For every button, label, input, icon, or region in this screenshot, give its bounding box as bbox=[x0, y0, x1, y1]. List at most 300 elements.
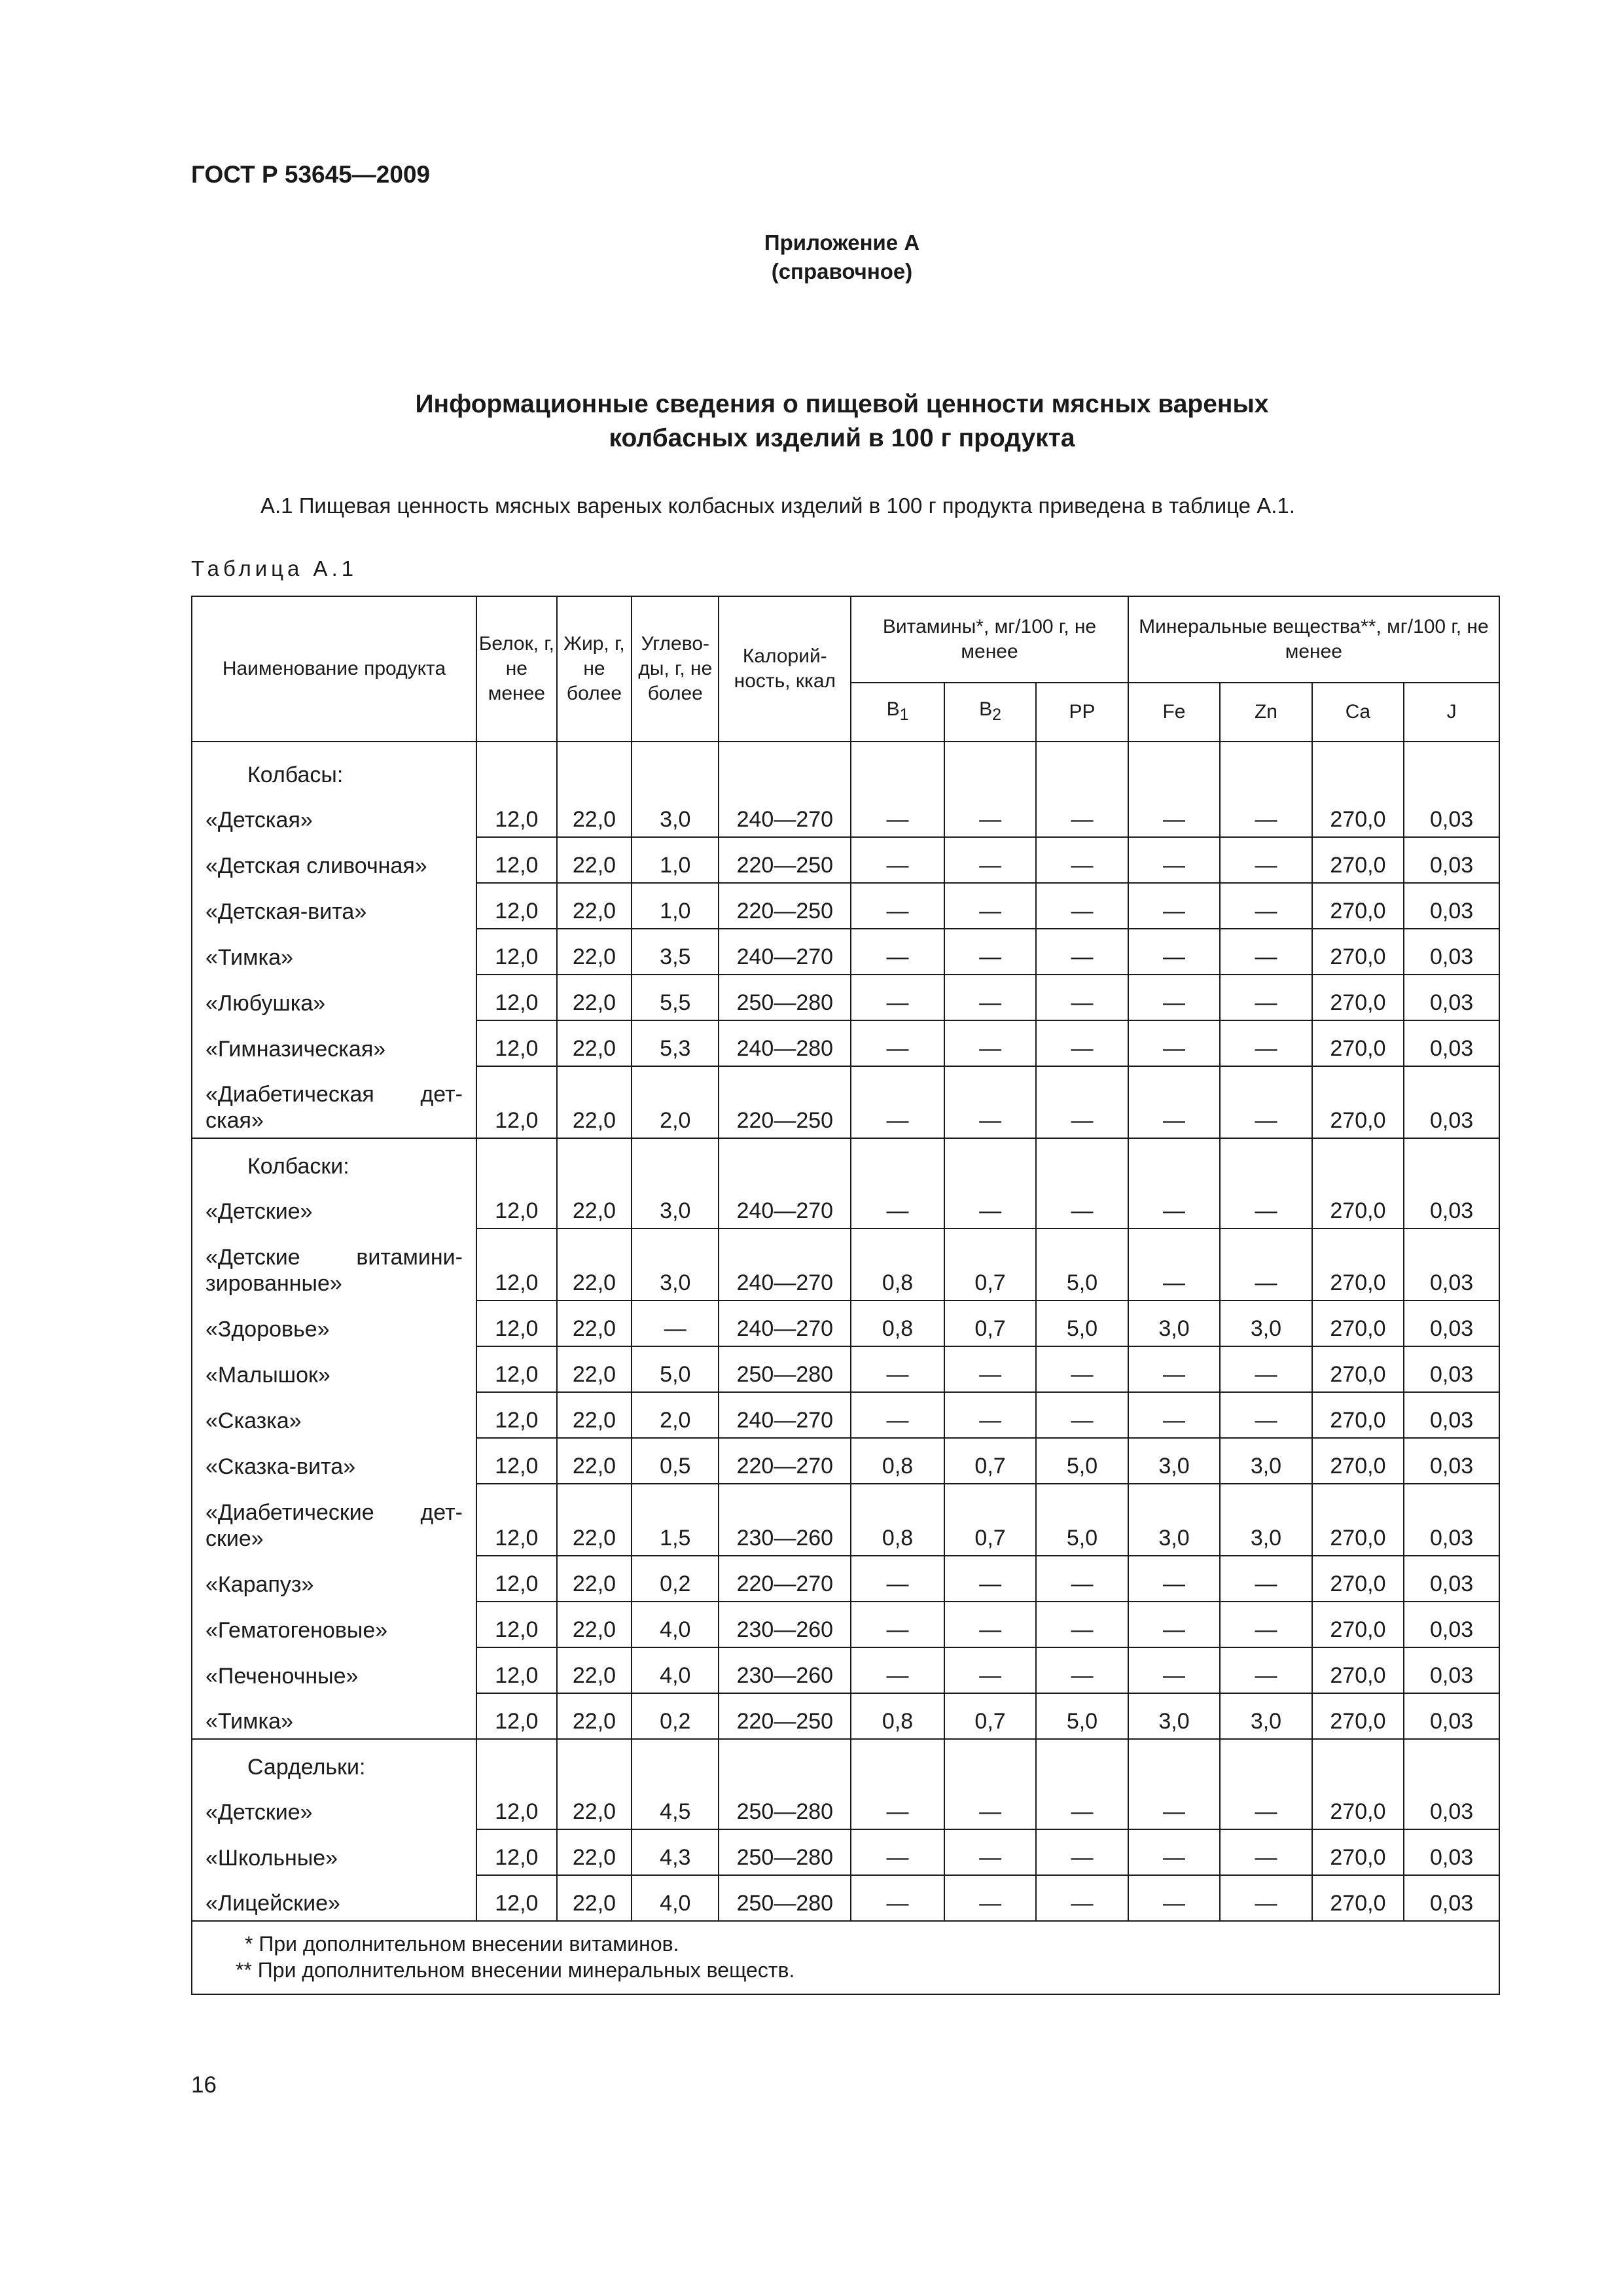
value-cell: — bbox=[1036, 1392, 1128, 1438]
empty-cell bbox=[557, 1138, 632, 1183]
value-cell: 22,0 bbox=[557, 1829, 632, 1875]
value-cell: — bbox=[1220, 792, 1311, 837]
value-cell: 270,0 bbox=[1312, 883, 1404, 929]
value-cell: — bbox=[1036, 1346, 1128, 1392]
value-cell: — bbox=[851, 792, 944, 837]
value-cell: 0,03 bbox=[1404, 1602, 1499, 1647]
empty-cell bbox=[1404, 1138, 1499, 1183]
value-cell: 270,0 bbox=[1312, 1183, 1404, 1229]
value-cell: — bbox=[1128, 1647, 1220, 1693]
value-cell: 270,0 bbox=[1312, 1438, 1404, 1484]
value-cell: 1,0 bbox=[632, 837, 719, 883]
value-cell: — bbox=[851, 1647, 944, 1693]
value-cell: 270,0 bbox=[1312, 837, 1404, 883]
value-cell: 12,0 bbox=[476, 1300, 557, 1346]
value-cell: 1,5 bbox=[632, 1484, 719, 1556]
value-cell: 3,0 bbox=[1128, 1438, 1220, 1484]
value-cell: 240—280 bbox=[719, 1020, 851, 1066]
value-cell: — bbox=[1128, 1392, 1220, 1438]
value-cell: — bbox=[1128, 883, 1220, 929]
table-row bbox=[192, 883, 1499, 929]
product-name: «Детские витамини-зированные» bbox=[192, 1229, 476, 1300]
value-cell: 0,03 bbox=[1404, 1066, 1499, 1138]
value-cell: 4,0 bbox=[632, 1875, 719, 1921]
value-cell: — bbox=[1036, 929, 1128, 975]
value-cell: 250—280 bbox=[719, 1875, 851, 1921]
value-cell: 3,0 bbox=[1220, 1693, 1311, 1739]
value-cell: 0,7 bbox=[944, 1484, 1036, 1556]
value-cell: 250—280 bbox=[719, 975, 851, 1020]
group-row bbox=[192, 1739, 1499, 1784]
value-cell: 230—260 bbox=[719, 1647, 851, 1693]
product-name: «Диабетическая дет-ская» bbox=[192, 1066, 476, 1138]
value-cell: 0,03 bbox=[1404, 1300, 1499, 1346]
value-cell: 22,0 bbox=[557, 883, 632, 929]
product-name: «Тимка» bbox=[192, 1693, 476, 1739]
value-cell: 22,0 bbox=[557, 1183, 632, 1229]
value-cell: — bbox=[1220, 1875, 1311, 1921]
value-cell: — bbox=[1220, 929, 1311, 975]
value-cell: — bbox=[1128, 792, 1220, 837]
value-cell: 270,0 bbox=[1312, 1484, 1404, 1556]
value-cell: — bbox=[1220, 883, 1311, 929]
value-cell: — bbox=[851, 883, 944, 929]
value-cell: 220—250 bbox=[719, 1693, 851, 1739]
value-cell: — bbox=[1036, 1556, 1128, 1602]
header-j: J bbox=[1404, 683, 1499, 742]
value-cell: 22,0 bbox=[557, 1300, 632, 1346]
value-cell: — bbox=[1220, 1183, 1311, 1229]
value-cell: 250—280 bbox=[719, 1829, 851, 1875]
value-cell: 4,0 bbox=[632, 1602, 719, 1647]
product-name: «Карапуз» bbox=[192, 1556, 476, 1602]
value-cell: — bbox=[851, 1183, 944, 1229]
value-cell: 0,03 bbox=[1404, 1784, 1499, 1829]
group-row bbox=[192, 1138, 1499, 1183]
empty-cell bbox=[1128, 1739, 1220, 1784]
value-cell: 12,0 bbox=[476, 1602, 557, 1647]
empty-cell bbox=[1220, 1739, 1311, 1784]
value-cell: — bbox=[944, 837, 1036, 883]
value-cell: 3,0 bbox=[1128, 1693, 1220, 1739]
product-name: «Детская-вита» bbox=[192, 883, 476, 929]
value-cell: 12,0 bbox=[476, 1392, 557, 1438]
header-minerals: Минеральные вещества**, мг/100 г, не менее bbox=[1128, 596, 1499, 683]
value-cell: 3,0 bbox=[1220, 1484, 1311, 1556]
value-cell: — bbox=[1220, 1229, 1311, 1300]
table-body bbox=[192, 742, 1499, 1921]
value-cell: — bbox=[1036, 1784, 1128, 1829]
value-cell: — bbox=[1128, 1066, 1220, 1138]
empty-cell bbox=[851, 742, 944, 792]
product-name: «Лицейские» bbox=[192, 1875, 476, 1921]
value-cell: 0,03 bbox=[1404, 1829, 1499, 1875]
value-cell: — bbox=[1128, 1556, 1220, 1602]
table-row bbox=[192, 929, 1499, 975]
value-cell: 0,03 bbox=[1404, 1875, 1499, 1921]
value-cell: 270,0 bbox=[1312, 1647, 1404, 1693]
table-footnotes bbox=[192, 1921, 1499, 1994]
value-cell: 0,03 bbox=[1404, 792, 1499, 837]
value-cell: 3,0 bbox=[632, 1229, 719, 1300]
value-cell: 240—270 bbox=[719, 792, 851, 837]
value-cell: — bbox=[1128, 1784, 1220, 1829]
value-cell: — bbox=[944, 1875, 1036, 1921]
value-cell: 220—250 bbox=[719, 883, 851, 929]
value-cell: 0,8 bbox=[851, 1693, 944, 1739]
value-cell: 12,0 bbox=[476, 1784, 557, 1829]
value-cell: 22,0 bbox=[557, 1392, 632, 1438]
footnote-minerals: ** При дополнительном внесении минеральных веществ. bbox=[236, 1958, 795, 1982]
value-cell: 5,0 bbox=[1036, 1300, 1128, 1346]
product-name: «Школьные» bbox=[192, 1829, 476, 1875]
product-name: «Печеночные» bbox=[192, 1647, 476, 1693]
value-cell: — bbox=[944, 975, 1036, 1020]
value-cell: 270,0 bbox=[1312, 1875, 1404, 1921]
value-cell: — bbox=[1128, 1346, 1220, 1392]
value-cell: 0,03 bbox=[1404, 1438, 1499, 1484]
value-cell: — bbox=[851, 1346, 944, 1392]
heading-line-1: Информационные сведения о пищевой ценности мясных вареных bbox=[415, 390, 1269, 418]
value-cell: 270,0 bbox=[1312, 929, 1404, 975]
empty-cell bbox=[476, 742, 557, 792]
value-cell: — bbox=[1036, 1020, 1128, 1066]
value-cell: 0,03 bbox=[1404, 1392, 1499, 1438]
value-cell: 5,0 bbox=[1036, 1484, 1128, 1556]
header-calories: Калорий-ность, ккал bbox=[719, 596, 851, 742]
table-row bbox=[192, 1300, 1499, 1346]
value-cell: 270,0 bbox=[1312, 1020, 1404, 1066]
value-cell: — bbox=[851, 1602, 944, 1647]
value-cell: — bbox=[851, 1020, 944, 1066]
value-cell: — bbox=[1036, 1647, 1128, 1693]
value-cell: 22,0 bbox=[557, 1346, 632, 1392]
value-cell: 3,0 bbox=[1220, 1438, 1311, 1484]
empty-cell bbox=[944, 1739, 1036, 1784]
value-cell: 12,0 bbox=[476, 1875, 557, 1921]
table-row bbox=[192, 1647, 1499, 1693]
value-cell: 3,0 bbox=[1128, 1484, 1220, 1556]
value-cell: 270,0 bbox=[1312, 1829, 1404, 1875]
table-header bbox=[192, 596, 1499, 742]
value-cell: 12,0 bbox=[476, 1346, 557, 1392]
value-cell: 220—250 bbox=[719, 1066, 851, 1138]
value-cell: — bbox=[1220, 1829, 1311, 1875]
empty-cell bbox=[1036, 1138, 1128, 1183]
value-cell: — bbox=[851, 1829, 944, 1875]
product-name: «Гимназическая» bbox=[192, 1020, 476, 1066]
value-cell: — bbox=[1128, 837, 1220, 883]
value-cell: 0,03 bbox=[1404, 883, 1499, 929]
value-cell: 0,8 bbox=[851, 1484, 944, 1556]
empty-cell bbox=[632, 742, 719, 792]
value-cell: — bbox=[851, 929, 944, 975]
group-row bbox=[192, 742, 1499, 792]
table-row bbox=[192, 1183, 1499, 1229]
header-protein: Белок, г, не менее bbox=[476, 596, 557, 742]
product-name: «Сказка-вита» bbox=[192, 1438, 476, 1484]
value-cell: — bbox=[1128, 1183, 1220, 1229]
empty-cell bbox=[719, 1739, 851, 1784]
value-cell: — bbox=[944, 1020, 1036, 1066]
table-row bbox=[192, 1438, 1499, 1484]
value-cell: 22,0 bbox=[557, 1229, 632, 1300]
value-cell: 12,0 bbox=[476, 792, 557, 837]
value-cell: 12,0 bbox=[476, 1647, 557, 1693]
value-cell: — bbox=[1128, 975, 1220, 1020]
empty-cell bbox=[719, 1138, 851, 1183]
value-cell: 12,0 bbox=[476, 1020, 557, 1066]
value-cell: 22,0 bbox=[557, 1438, 632, 1484]
value-cell: — bbox=[1128, 1829, 1220, 1875]
value-cell: 2,0 bbox=[632, 1392, 719, 1438]
empty-cell bbox=[1404, 742, 1499, 792]
product-name: «Сказка» bbox=[192, 1392, 476, 1438]
value-cell: 0,03 bbox=[1404, 1020, 1499, 1066]
value-cell: 12,0 bbox=[476, 1229, 557, 1300]
value-cell: — bbox=[944, 1392, 1036, 1438]
value-cell: — bbox=[1220, 1392, 1311, 1438]
value-cell: 0,5 bbox=[632, 1438, 719, 1484]
intro-paragraph: А.1 Пищевая ценность мясных вареных колбасных изделий в 100 г продукта приведена в таблице А.1. bbox=[260, 493, 1295, 518]
value-cell: 0,03 bbox=[1404, 929, 1499, 975]
empty-cell bbox=[1312, 742, 1404, 792]
header-fe: Fe bbox=[1128, 683, 1220, 742]
value-cell: — bbox=[1220, 1602, 1311, 1647]
value-cell: 4,0 bbox=[632, 1647, 719, 1693]
value-cell: 3,5 bbox=[632, 929, 719, 975]
value-cell: 22,0 bbox=[557, 1484, 632, 1556]
value-cell: 0,03 bbox=[1404, 837, 1499, 883]
value-cell: 3,0 bbox=[1128, 1300, 1220, 1346]
value-cell: 240—270 bbox=[719, 1392, 851, 1438]
empty-cell bbox=[1404, 1739, 1499, 1784]
table-row bbox=[192, 1229, 1499, 1300]
value-cell: 270,0 bbox=[1312, 792, 1404, 837]
table-row bbox=[192, 1392, 1499, 1438]
value-cell: 0,03 bbox=[1404, 1229, 1499, 1300]
value-cell: 12,0 bbox=[476, 837, 557, 883]
value-cell: — bbox=[944, 1647, 1036, 1693]
value-cell: 0,03 bbox=[1404, 1346, 1499, 1392]
value-cell: — bbox=[1220, 1647, 1311, 1693]
empty-cell bbox=[851, 1739, 944, 1784]
value-cell: 270,0 bbox=[1312, 1346, 1404, 1392]
header-ca: Ca bbox=[1312, 683, 1404, 742]
value-cell: — bbox=[944, 1556, 1036, 1602]
value-cell: — bbox=[944, 1183, 1036, 1229]
value-cell: 5,0 bbox=[1036, 1438, 1128, 1484]
value-cell: 22,0 bbox=[557, 1693, 632, 1739]
value-cell: 220—270 bbox=[719, 1438, 851, 1484]
empty-cell bbox=[1128, 1138, 1220, 1183]
value-cell: — bbox=[1220, 1784, 1311, 1829]
value-cell: 3,0 bbox=[632, 1183, 719, 1229]
value-cell: — bbox=[632, 1300, 719, 1346]
value-cell: — bbox=[851, 1556, 944, 1602]
value-cell: 3,0 bbox=[1220, 1300, 1311, 1346]
empty-cell bbox=[944, 1138, 1036, 1183]
value-cell: 0,03 bbox=[1404, 1484, 1499, 1556]
value-cell: — bbox=[851, 1066, 944, 1138]
empty-cell bbox=[476, 1739, 557, 1784]
footnote-vitamins: * При дополнительном внесении витаминов. bbox=[245, 1932, 679, 1956]
empty-cell bbox=[476, 1138, 557, 1183]
table-row bbox=[192, 1784, 1499, 1829]
empty-cell bbox=[1036, 1739, 1128, 1784]
header-b2: $B_2$ bbox=[944, 683, 1036, 742]
value-cell: — bbox=[1036, 1066, 1128, 1138]
value-cell: 240—270 bbox=[719, 1229, 851, 1300]
value-cell: 22,0 bbox=[557, 1556, 632, 1602]
value-cell: — bbox=[1036, 1875, 1128, 1921]
table-row bbox=[192, 1602, 1499, 1647]
product-name: «Детские» bbox=[192, 1784, 476, 1829]
empty-cell bbox=[1220, 742, 1311, 792]
value-cell: 270,0 bbox=[1312, 1229, 1404, 1300]
value-cell: 22,0 bbox=[557, 837, 632, 883]
value-cell: 270,0 bbox=[1312, 1066, 1404, 1138]
value-cell: — bbox=[851, 975, 944, 1020]
empty-cell bbox=[1312, 1138, 1404, 1183]
table-row bbox=[192, 1346, 1499, 1392]
value-cell: — bbox=[851, 1392, 944, 1438]
value-cell: 5,0 bbox=[1036, 1229, 1128, 1300]
value-cell: — bbox=[1220, 1020, 1311, 1066]
empty-cell bbox=[944, 742, 1036, 792]
value-cell: 5,0 bbox=[1036, 1693, 1128, 1739]
value-cell: 0,7 bbox=[944, 1300, 1036, 1346]
table-row bbox=[192, 1066, 1499, 1138]
value-cell: 22,0 bbox=[557, 1784, 632, 1829]
value-cell: 270,0 bbox=[1312, 1784, 1404, 1829]
table-row bbox=[192, 1693, 1499, 1739]
value-cell: 0,03 bbox=[1404, 975, 1499, 1020]
value-cell: 12,0 bbox=[476, 975, 557, 1020]
value-cell: 5,5 bbox=[632, 975, 719, 1020]
empty-cell bbox=[557, 1739, 632, 1784]
header-carbs: Углево-ды, г, не более bbox=[632, 596, 719, 742]
value-cell: 22,0 bbox=[557, 1875, 632, 1921]
value-cell: 12,0 bbox=[476, 929, 557, 975]
value-cell: 1,0 bbox=[632, 883, 719, 929]
value-cell: 0,7 bbox=[944, 1438, 1036, 1484]
value-cell: 250—280 bbox=[719, 1346, 851, 1392]
value-cell: — bbox=[1128, 1229, 1220, 1300]
value-cell: 22,0 bbox=[557, 975, 632, 1020]
value-cell: — bbox=[1220, 1066, 1311, 1138]
value-cell: — bbox=[1036, 1183, 1128, 1229]
value-cell: 12,0 bbox=[476, 1066, 557, 1138]
value-cell: 4,3 bbox=[632, 1829, 719, 1875]
value-cell: 22,0 bbox=[557, 929, 632, 975]
value-cell: — bbox=[1220, 975, 1311, 1020]
value-cell: — bbox=[1220, 1346, 1311, 1392]
value-cell: — bbox=[1128, 1602, 1220, 1647]
value-cell: 12,0 bbox=[476, 1183, 557, 1229]
value-cell: — bbox=[1036, 883, 1128, 929]
table-row bbox=[192, 837, 1499, 883]
empty-cell bbox=[632, 1739, 719, 1784]
header-fat: Жир, г, не более bbox=[557, 596, 632, 742]
value-cell: 270,0 bbox=[1312, 1693, 1404, 1739]
group-label: Сардельки: bbox=[192, 1739, 476, 1784]
group-label: Колбаски: bbox=[192, 1138, 476, 1183]
nutrition-table bbox=[191, 596, 1500, 1995]
product-name: «Здоровье» bbox=[192, 1300, 476, 1346]
value-cell: 12,0 bbox=[476, 1484, 557, 1556]
value-cell: 12,0 bbox=[476, 1693, 557, 1739]
value-cell: — bbox=[851, 1784, 944, 1829]
value-cell: 3,0 bbox=[632, 792, 719, 837]
value-cell: 0,2 bbox=[632, 1556, 719, 1602]
table-row bbox=[192, 1875, 1499, 1921]
table-row bbox=[192, 1484, 1499, 1556]
product-name: «Гематогеновые» bbox=[192, 1602, 476, 1647]
value-cell: 230—260 bbox=[719, 1484, 851, 1556]
value-cell: 0,03 bbox=[1404, 1693, 1499, 1739]
value-cell: 5,0 bbox=[632, 1346, 719, 1392]
value-cell: 0,8 bbox=[851, 1300, 944, 1346]
table-row bbox=[192, 1556, 1499, 1602]
empty-cell bbox=[1220, 1138, 1311, 1183]
value-cell: 270,0 bbox=[1312, 1392, 1404, 1438]
value-cell: — bbox=[1128, 1020, 1220, 1066]
value-cell: — bbox=[1036, 1602, 1128, 1647]
value-cell: 270,0 bbox=[1312, 1556, 1404, 1602]
empty-cell bbox=[1036, 742, 1128, 792]
value-cell: 270,0 bbox=[1312, 1300, 1404, 1346]
document-code: ГОСТ Р 53645—2009 bbox=[191, 161, 431, 188]
value-cell: 240—270 bbox=[719, 929, 851, 975]
product-name: «Детские» bbox=[192, 1183, 476, 1229]
value-cell: — bbox=[1128, 1875, 1220, 1921]
value-cell: 0,8 bbox=[851, 1438, 944, 1484]
value-cell: — bbox=[944, 792, 1036, 837]
value-cell: 12,0 bbox=[476, 1438, 557, 1484]
value-cell: 12,0 bbox=[476, 1556, 557, 1602]
value-cell: 0,7 bbox=[944, 1693, 1036, 1739]
page-number: 16 bbox=[191, 2072, 217, 2098]
value-cell: 230—260 bbox=[719, 1602, 851, 1647]
header-pp: PP bbox=[1036, 683, 1128, 742]
value-cell: 220—270 bbox=[719, 1556, 851, 1602]
value-cell: 22,0 bbox=[557, 1647, 632, 1693]
value-cell: 0,8 bbox=[851, 1229, 944, 1300]
heading-line-2: колбасных изделий в 100 г продукта bbox=[609, 424, 1075, 452]
empty-cell bbox=[632, 1138, 719, 1183]
value-cell: — bbox=[1036, 792, 1128, 837]
value-cell: — bbox=[1220, 1556, 1311, 1602]
value-cell: 12,0 bbox=[476, 1829, 557, 1875]
value-cell: 0,03 bbox=[1404, 1647, 1499, 1693]
value-cell: — bbox=[944, 1346, 1036, 1392]
empty-cell bbox=[1312, 1739, 1404, 1784]
product-name: «Любушка» bbox=[192, 975, 476, 1020]
header-b1: $B_1$ bbox=[851, 683, 944, 742]
value-cell: — bbox=[1036, 837, 1128, 883]
header-vitamins: Витамины*, мг/100 г, не менее bbox=[851, 596, 1128, 683]
value-cell: 270,0 bbox=[1312, 975, 1404, 1020]
appendix-kind: (справочное) bbox=[771, 259, 913, 283]
value-cell: — bbox=[1036, 1829, 1128, 1875]
table-row bbox=[192, 975, 1499, 1020]
value-cell: — bbox=[851, 837, 944, 883]
table-caption: Таблица А.1 bbox=[191, 556, 358, 581]
value-cell: 0,03 bbox=[1404, 1556, 1499, 1602]
empty-cell bbox=[1128, 742, 1220, 792]
value-cell: — bbox=[944, 883, 1036, 929]
